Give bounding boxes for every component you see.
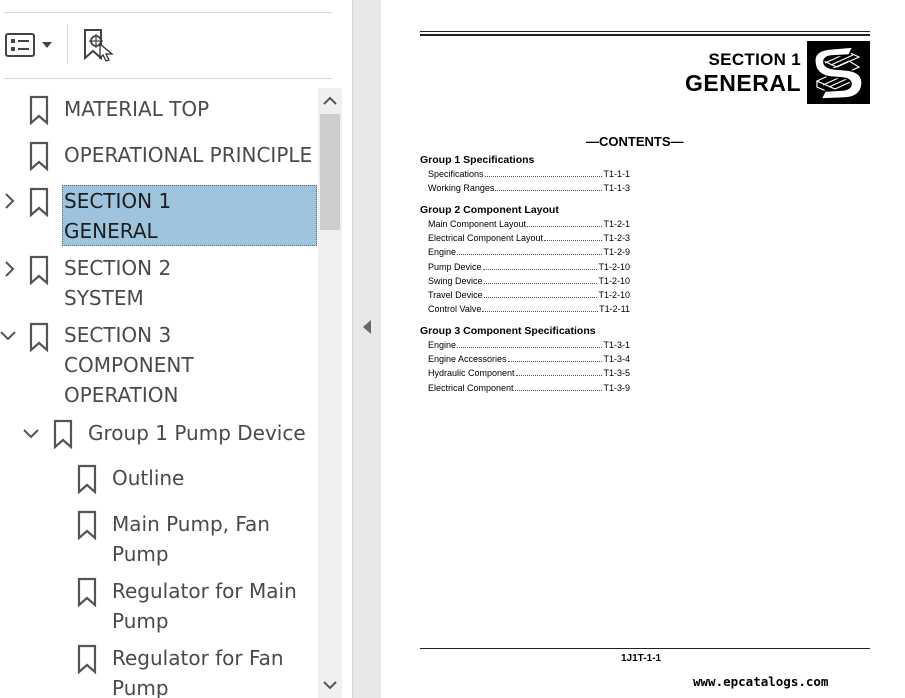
bookmark-icon xyxy=(28,141,50,171)
bookmark-icon xyxy=(76,577,98,607)
chevron-right-icon[interactable] xyxy=(0,259,20,279)
bookmark-icon xyxy=(28,322,50,352)
header-rule-thin xyxy=(420,31,870,32)
contents-heading: —CONTENTS— xyxy=(586,134,684,149)
toc-entry[interactable]: Travel Device T1-2-10 xyxy=(428,290,630,300)
toc-entry[interactable]: Specifications T1-1-1 xyxy=(428,169,630,179)
bookmark-label: SECTION 2 SYSTEM xyxy=(64,256,172,310)
header-rule-thick xyxy=(420,34,870,36)
toc-entry[interactable]: Engine T1-2-9 xyxy=(428,247,630,257)
bookmark-item-outline[interactable] xyxy=(0,463,316,495)
toc-entry[interactable]: Electrical Component T1-3-9 xyxy=(428,383,630,393)
bookmark-icon xyxy=(28,187,50,217)
bookmark-item-section-2-system[interactable] xyxy=(0,253,316,315)
chevron-down-icon[interactable] xyxy=(0,326,19,346)
panel-splitter[interactable] xyxy=(352,0,381,698)
bookmark-label: SECTION 3 COMPONENT OPERATION xyxy=(64,323,194,407)
list-options-icon xyxy=(4,30,56,60)
bookmark-icon xyxy=(76,644,98,674)
toc-group-title: Group 2 Component Layout xyxy=(420,204,559,216)
bookmark-item-regulator-fan-pump[interactable] xyxy=(0,643,316,698)
toc-entry[interactable]: Engine Accessories T1-3-4 xyxy=(428,354,630,364)
toc-entry[interactable]: Engine T1-3-1 xyxy=(428,340,630,350)
toc-entry[interactable]: Hydraulic Component T1-3-5 xyxy=(428,368,630,378)
bookmark-item-material-top[interactable] xyxy=(0,94,316,126)
section-name: GENERAL xyxy=(685,70,801,96)
toc-entry[interactable]: Control Valve T1-2-11 xyxy=(428,304,630,314)
bookmark-label: Main Pump, Fan Pump xyxy=(112,512,270,566)
bookmarks-scrollbar[interactable] xyxy=(318,88,342,698)
toc-entry[interactable]: Main Component Layout T1-2-1 xyxy=(428,219,630,229)
bookmark-item-section-3-component-operation[interactable] xyxy=(0,320,316,412)
bookmark-label-selected: SECTION 1 GENERAL xyxy=(62,185,317,246)
bookmark-label: Regulator for Fan Pump xyxy=(112,646,284,698)
bookmark-item-operational-principle[interactable] xyxy=(0,140,316,172)
bookmark-icon xyxy=(52,419,74,449)
toc-entry[interactable]: Working Ranges T1-1-3 xyxy=(428,183,630,193)
bookmark-label: Regulator for Main Pump xyxy=(112,579,297,633)
bookmark-icon xyxy=(28,95,50,125)
section-number: SECTION 1 xyxy=(708,50,801,69)
bookmark-label: OPERATIONAL PRINCIPLE xyxy=(64,143,313,167)
bookmark-icon xyxy=(28,255,50,285)
toc-group-title: Group 3 Component Specifications xyxy=(420,325,596,337)
find-current-bookmark-icon xyxy=(82,28,116,62)
bookmark-options-button[interactable] xyxy=(4,30,56,60)
footer-rule xyxy=(420,648,870,649)
watermark-text: www.epcatalogs.com xyxy=(693,674,829,689)
toc-entry[interactable]: Swing Device T1-2-10 xyxy=(428,276,630,286)
bookmark-item-regulator-main-pump[interactable] xyxy=(0,576,316,638)
bookmarks-panel xyxy=(0,0,345,698)
bookmark-label: Group 1 Pump Device xyxy=(88,421,306,445)
panel-top-divider xyxy=(4,12,332,13)
section-heading xyxy=(685,50,801,96)
bookmark-item-section-1-general[interactable] xyxy=(0,185,316,247)
bookmark-item-main-pump-fan-pump[interactable] xyxy=(0,509,316,571)
scroll-up-icon[interactable] xyxy=(318,88,342,114)
toc-entry[interactable]: Electrical Component Layout T1-2-3 xyxy=(428,233,630,243)
page-code: 1J1T-1-1 xyxy=(621,653,662,664)
bookmark-item-group-1-pump-device[interactable] xyxy=(0,418,316,450)
bookmark-icon xyxy=(76,464,98,494)
section-logo-icon xyxy=(807,41,870,104)
find-current-bookmark-button[interactable] xyxy=(82,28,116,62)
collapse-panel-icon[interactable] xyxy=(361,318,373,336)
scrollbar-thumb[interactable] xyxy=(320,114,340,230)
toolbar-separator xyxy=(67,24,68,64)
chevron-down-icon[interactable] xyxy=(22,424,42,444)
chevron-right-icon[interactable] xyxy=(0,191,20,211)
scroll-down-icon[interactable] xyxy=(318,672,342,698)
bookmark-label: MATERIAL TOP xyxy=(64,97,210,121)
toolbar-divider xyxy=(4,78,332,79)
bookmark-icon xyxy=(76,510,98,540)
toc-group-title: Group 1 Specifications xyxy=(420,154,535,166)
toc-entry[interactable]: Pump Device T1-2-10 xyxy=(428,262,630,272)
document-page xyxy=(381,0,905,698)
bookmark-label: Outline xyxy=(112,466,185,490)
